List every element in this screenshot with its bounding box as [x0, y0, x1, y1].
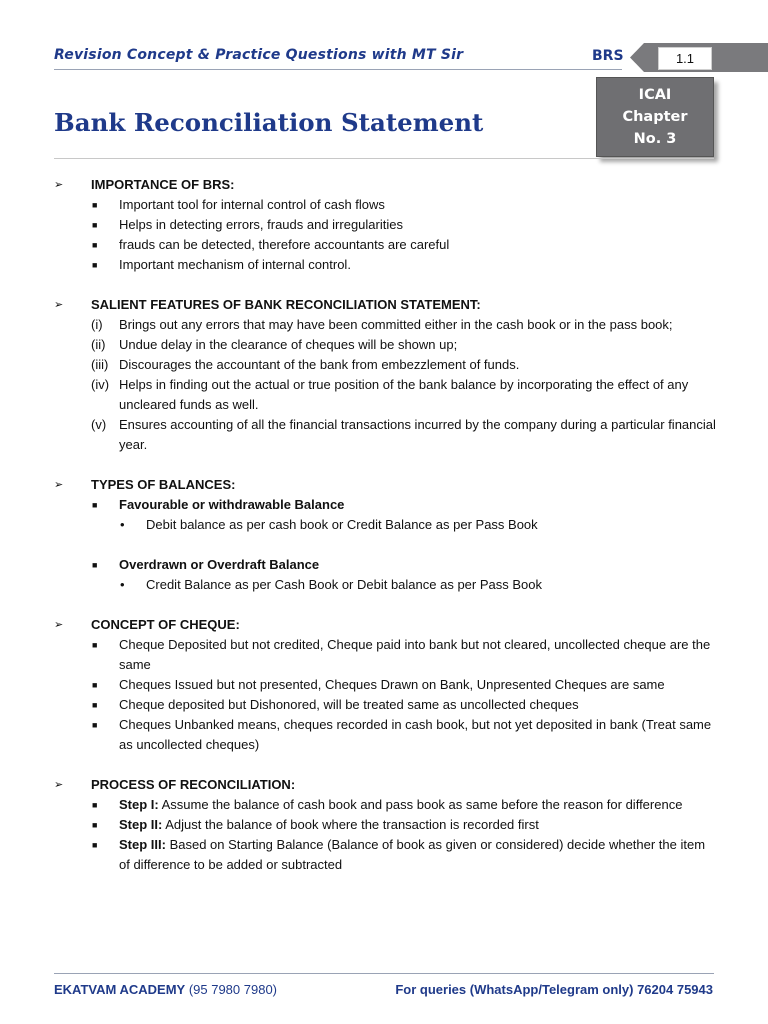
step-text: Adjust the balance of book where the transaction is recorded first	[162, 817, 539, 832]
list-item	[54, 555, 716, 575]
list-item-number: (v)	[91, 417, 107, 432]
list-item	[54, 255, 716, 275]
list-item-text: Helps in finding out the actual or true position of the bank balance by incorporating the effect of any uncleared funds as well.	[119, 377, 689, 412]
footer-queries: For queries (WhatsApp/Telegram only) 76204 75943	[395, 982, 713, 997]
square-bullet-icon: ■	[92, 680, 98, 690]
page-content	[54, 175, 716, 875]
list-item	[54, 355, 716, 375]
list-item	[54, 415, 716, 455]
list-item-text: Important tool for internal control of cash flows	[119, 197, 385, 212]
importance-heading: IMPORTANCE OF BRS:	[91, 177, 235, 192]
list-item	[54, 635, 716, 675]
header-tag: BRS	[592, 48, 624, 64]
section-heading	[54, 775, 716, 795]
list-item	[54, 335, 716, 355]
square-bullet-icon: ■	[92, 200, 98, 210]
section-types-of-balances	[54, 475, 716, 595]
favourable-balance-label: Favourable or withdrawable Balance	[119, 497, 345, 512]
list-item	[54, 715, 716, 755]
overdrawn-balance-detail: Credit Balance as per Cash Book or Debit balance as per Pass Book	[146, 577, 542, 592]
step-label: Step II:	[119, 817, 163, 832]
square-bullet-icon: ■	[92, 220, 98, 230]
list-item	[54, 195, 716, 215]
square-bullet-icon: ■	[92, 820, 98, 830]
list-item-text: Important mechanism of internal control.	[119, 257, 351, 272]
process-heading: PROCESS OF RECONCILIATION:	[91, 777, 296, 792]
list-item-text: Cheques Unbanked means, cheques recorded in cash book, but not yet deposited in bank (Treat same as uncollected cheques)	[119, 717, 712, 752]
sub-list-item	[54, 515, 716, 535]
arrow-bullet-icon: ➢	[54, 779, 64, 791]
list-item	[54, 495, 716, 515]
chapter-badge-line3: No. 3	[633, 131, 677, 147]
footer-academy-phone: (95 7980 7980)	[185, 982, 277, 997]
balances-heading: TYPES OF BALANCES:	[91, 477, 236, 492]
cheque-heading: CONCEPT OF CHEQUE:	[91, 617, 240, 632]
section-salient-features	[54, 295, 716, 455]
list-item-text: frauds can be detected, therefore accountants are careful	[119, 237, 450, 252]
footer-divider	[54, 973, 714, 974]
arrow-bullet-icon: ➢	[54, 479, 64, 491]
list-item	[54, 235, 716, 255]
chapter-badge-line1: ICAI	[638, 87, 672, 103]
list-item-text: Discourages the accountant of the bank from embezzlement of funds.	[119, 357, 520, 372]
arrow-bullet-icon: ➢	[54, 299, 64, 311]
square-bullet-icon: ■	[92, 500, 98, 510]
list-item	[54, 375, 716, 415]
list-item	[54, 215, 716, 235]
footer-academy	[54, 982, 277, 997]
list-item-number: (iii)	[91, 357, 109, 372]
list-item-text: Cheque deposited but Dishonored, will be treated same as uncollected cheques	[119, 697, 579, 712]
list-item-text: Ensures accounting of all the financial transactions incurred by the company during a particular financial year.	[119, 417, 716, 452]
favourable-balance-detail: Debit balance as per cash book or Credit Balance as per Pass Book	[146, 517, 538, 532]
square-bullet-icon: ■	[92, 240, 98, 250]
arrow-bullet-icon: ➢	[54, 619, 64, 631]
step-label: Step I:	[119, 797, 159, 812]
page-title: Bank Reconciliation Statement	[54, 108, 484, 137]
salient-heading: SALIENT FEATURES OF BANK RECONCILIATION STATEMENT:	[91, 297, 481, 312]
list-item-text: Helps in detecting errors, frauds and irregularities	[119, 217, 403, 232]
list-item-text: Brings out any errors that may have been committed either in the cash book or in the pass book;	[119, 317, 673, 332]
list-item-text: Cheque Deposited but not credited, Cheque paid into bank but not cleared, uncollected cheque are the same	[119, 637, 711, 672]
list-item-number: (iv)	[91, 377, 110, 392]
step-text: Based on Starting Balance (Balance of book as given or considered) decide whether the item of difference to be added or subtracted	[119, 837, 706, 872]
chapter-badge-line2: Chapter	[622, 109, 688, 125]
section-concept-of-cheque	[54, 615, 716, 755]
title-divider	[54, 158, 714, 159]
section-heading	[54, 475, 716, 495]
list-item-number: (ii)	[91, 337, 106, 352]
list-item-text: Cheques Issued but not presented, Cheques Drawn on Bank, Unpresented Cheques are same	[119, 677, 665, 692]
list-item-text: Undue delay in the clearance of cheques will be shown up;	[119, 337, 458, 352]
overdrawn-balance-label: Overdrawn or Overdraft Balance	[119, 557, 320, 572]
dot-bullet-icon: •	[120, 577, 125, 592]
step-text: Assume the balance of cash book and pass book as same before the reason for difference	[158, 797, 683, 812]
step-label: Step III:	[119, 837, 166, 852]
header-title: Revision Concept & Practice Questions with MT Sir	[54, 47, 464, 63]
square-bullet-icon: ■	[92, 560, 98, 570]
list-item	[54, 315, 716, 335]
sub-list-item	[54, 575, 716, 595]
square-bullet-icon: ■	[92, 800, 98, 810]
list-item	[54, 675, 716, 695]
section-heading	[54, 295, 716, 315]
section-heading	[54, 615, 716, 635]
list-item	[54, 695, 716, 715]
dot-bullet-icon: •	[120, 517, 125, 532]
square-bullet-icon: ■	[92, 840, 98, 850]
section-importance	[54, 175, 716, 275]
list-item	[54, 835, 716, 875]
header-divider	[54, 69, 622, 70]
square-bullet-icon: ■	[92, 700, 98, 710]
square-bullet-icon: ■	[92, 720, 98, 730]
list-item	[54, 795, 716, 815]
square-bullet-icon: ■	[92, 260, 98, 270]
section-heading	[54, 175, 716, 195]
footer-academy-name: EKATVAM ACADEMY	[54, 982, 186, 997]
square-bullet-icon: ■	[92, 640, 98, 650]
section-process-of-reconciliation	[54, 775, 716, 875]
list-item	[54, 815, 716, 835]
page-number: 1.1	[658, 47, 712, 70]
arrow-bullet-icon: ➢	[54, 179, 64, 191]
list-item-number: (i)	[91, 317, 103, 332]
chapter-badge	[596, 77, 714, 157]
